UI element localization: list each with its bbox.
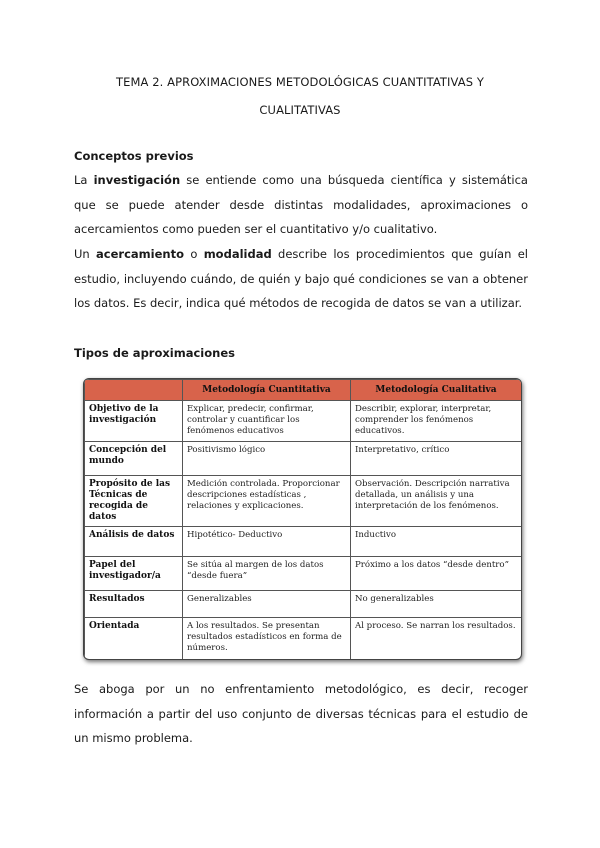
paragraph-closing: Se aboga por un no enfrentamiento metodológico, es decir, recoger información a partir del uso conjunto de diversas técnicas para el estudio de un mismo problema. bbox=[74, 682, 528, 745]
table-row bbox=[85, 401, 522, 442]
text-run: o bbox=[183, 247, 204, 261]
row-label: Propósito de las Técnicas de recogida de datos bbox=[85, 476, 183, 527]
cell-cualitativa: Al proceso. Se narran los resultados. bbox=[351, 618, 522, 661]
cell-cualitativa: Observación. Descripción narrativa detallada, un análisis y una interpretación de los fenómenos. bbox=[351, 476, 522, 527]
text-run: La bbox=[74, 173, 94, 187]
row-label: Concepción del mundo bbox=[85, 442, 183, 476]
row-label: Papel del investigador/a bbox=[85, 557, 183, 591]
title-line-2: CUALITATIVAS bbox=[259, 103, 341, 117]
page-title bbox=[60, 68, 540, 124]
cell-cuantitativa: Generalizables bbox=[183, 591, 351, 618]
cell-cualitativa: Inductivo bbox=[351, 527, 522, 557]
text-run: Un bbox=[74, 247, 97, 261]
methodology-comparison-table bbox=[84, 379, 522, 660]
paragraph-acercamiento bbox=[74, 242, 528, 316]
cell-cuantitativa: Positivismo lógico bbox=[183, 442, 351, 476]
table-row bbox=[85, 618, 522, 661]
section-heading-conceptos: Conceptos previos bbox=[74, 149, 194, 163]
table-row bbox=[85, 476, 522, 527]
comparison-table-container bbox=[83, 378, 522, 660]
header-cuantitativa: Metodología Cuantitativa bbox=[183, 380, 351, 401]
table-row bbox=[85, 527, 522, 557]
table-row bbox=[85, 557, 522, 591]
text-run: describe los procedimientos que guían el estudio, incluyendo cuándo, de quién y bajo qué condiciones se van a obtener los datos. Es decir, indica qué métodos de recogida de datos se van a utilizar. bbox=[74, 247, 528, 310]
cell-cualitativa: Próximo a los datos “desde dentro” bbox=[351, 557, 522, 591]
title-line-1: TEMA 2. APROXIMACIONES METODOLÓGICAS CUANTITATIVAS Y bbox=[115, 75, 485, 89]
table-header-row bbox=[85, 380, 522, 401]
table-row bbox=[85, 442, 522, 476]
header-cualitativa: Metodología Cualitativa bbox=[351, 380, 522, 401]
cell-cuantitativa: Medición controlada. Proporcionar descripciones estadísticas , relaciones y explicaciones. bbox=[183, 476, 351, 527]
cell-cuantitativa: Explicar, predecir, confirmar, controlar y cuantificar los fenómenos educativos bbox=[183, 401, 351, 442]
cell-cuantitativa: A los resultados. Se presentan resultados estadísticos en forma de números. bbox=[183, 618, 351, 661]
cell-cualitativa: Interpretativo, crítico bbox=[351, 442, 522, 476]
row-label: Orientada bbox=[85, 618, 183, 661]
table-row bbox=[85, 591, 522, 618]
row-label: Resultados bbox=[85, 591, 183, 618]
row-label: Análisis de datos bbox=[85, 527, 183, 557]
section-heading-tipos: Tipos de aproximaciones bbox=[74, 346, 235, 360]
cell-cuantitativa: Se sitúa al margen de los datos “desde fuera” bbox=[183, 557, 351, 591]
paragraph-investigacion bbox=[74, 168, 528, 242]
cell-cualitativa: No generalizables bbox=[351, 591, 522, 618]
row-label: Objetivo de la investigación bbox=[85, 401, 183, 442]
header-empty bbox=[85, 380, 183, 401]
cell-cuantitativa: Hipotético- Deductivo bbox=[183, 527, 351, 557]
bold-term-modalidad: modalidad bbox=[203, 247, 272, 261]
bold-term-investigacion: investigación bbox=[93, 173, 181, 187]
bold-term-acercamiento: acercamiento bbox=[96, 247, 184, 261]
text-run: se entiende como una búsqueda científica y sistemática que se puede atender desde distintas modalidades, aproximaciones o acercamientos como pueden ser el cuantitativo y/o cualitativo. bbox=[74, 173, 528, 236]
cell-cualitativa: Describir, explorar, interpretar, comprender los fenómenos educativos. bbox=[351, 401, 522, 442]
